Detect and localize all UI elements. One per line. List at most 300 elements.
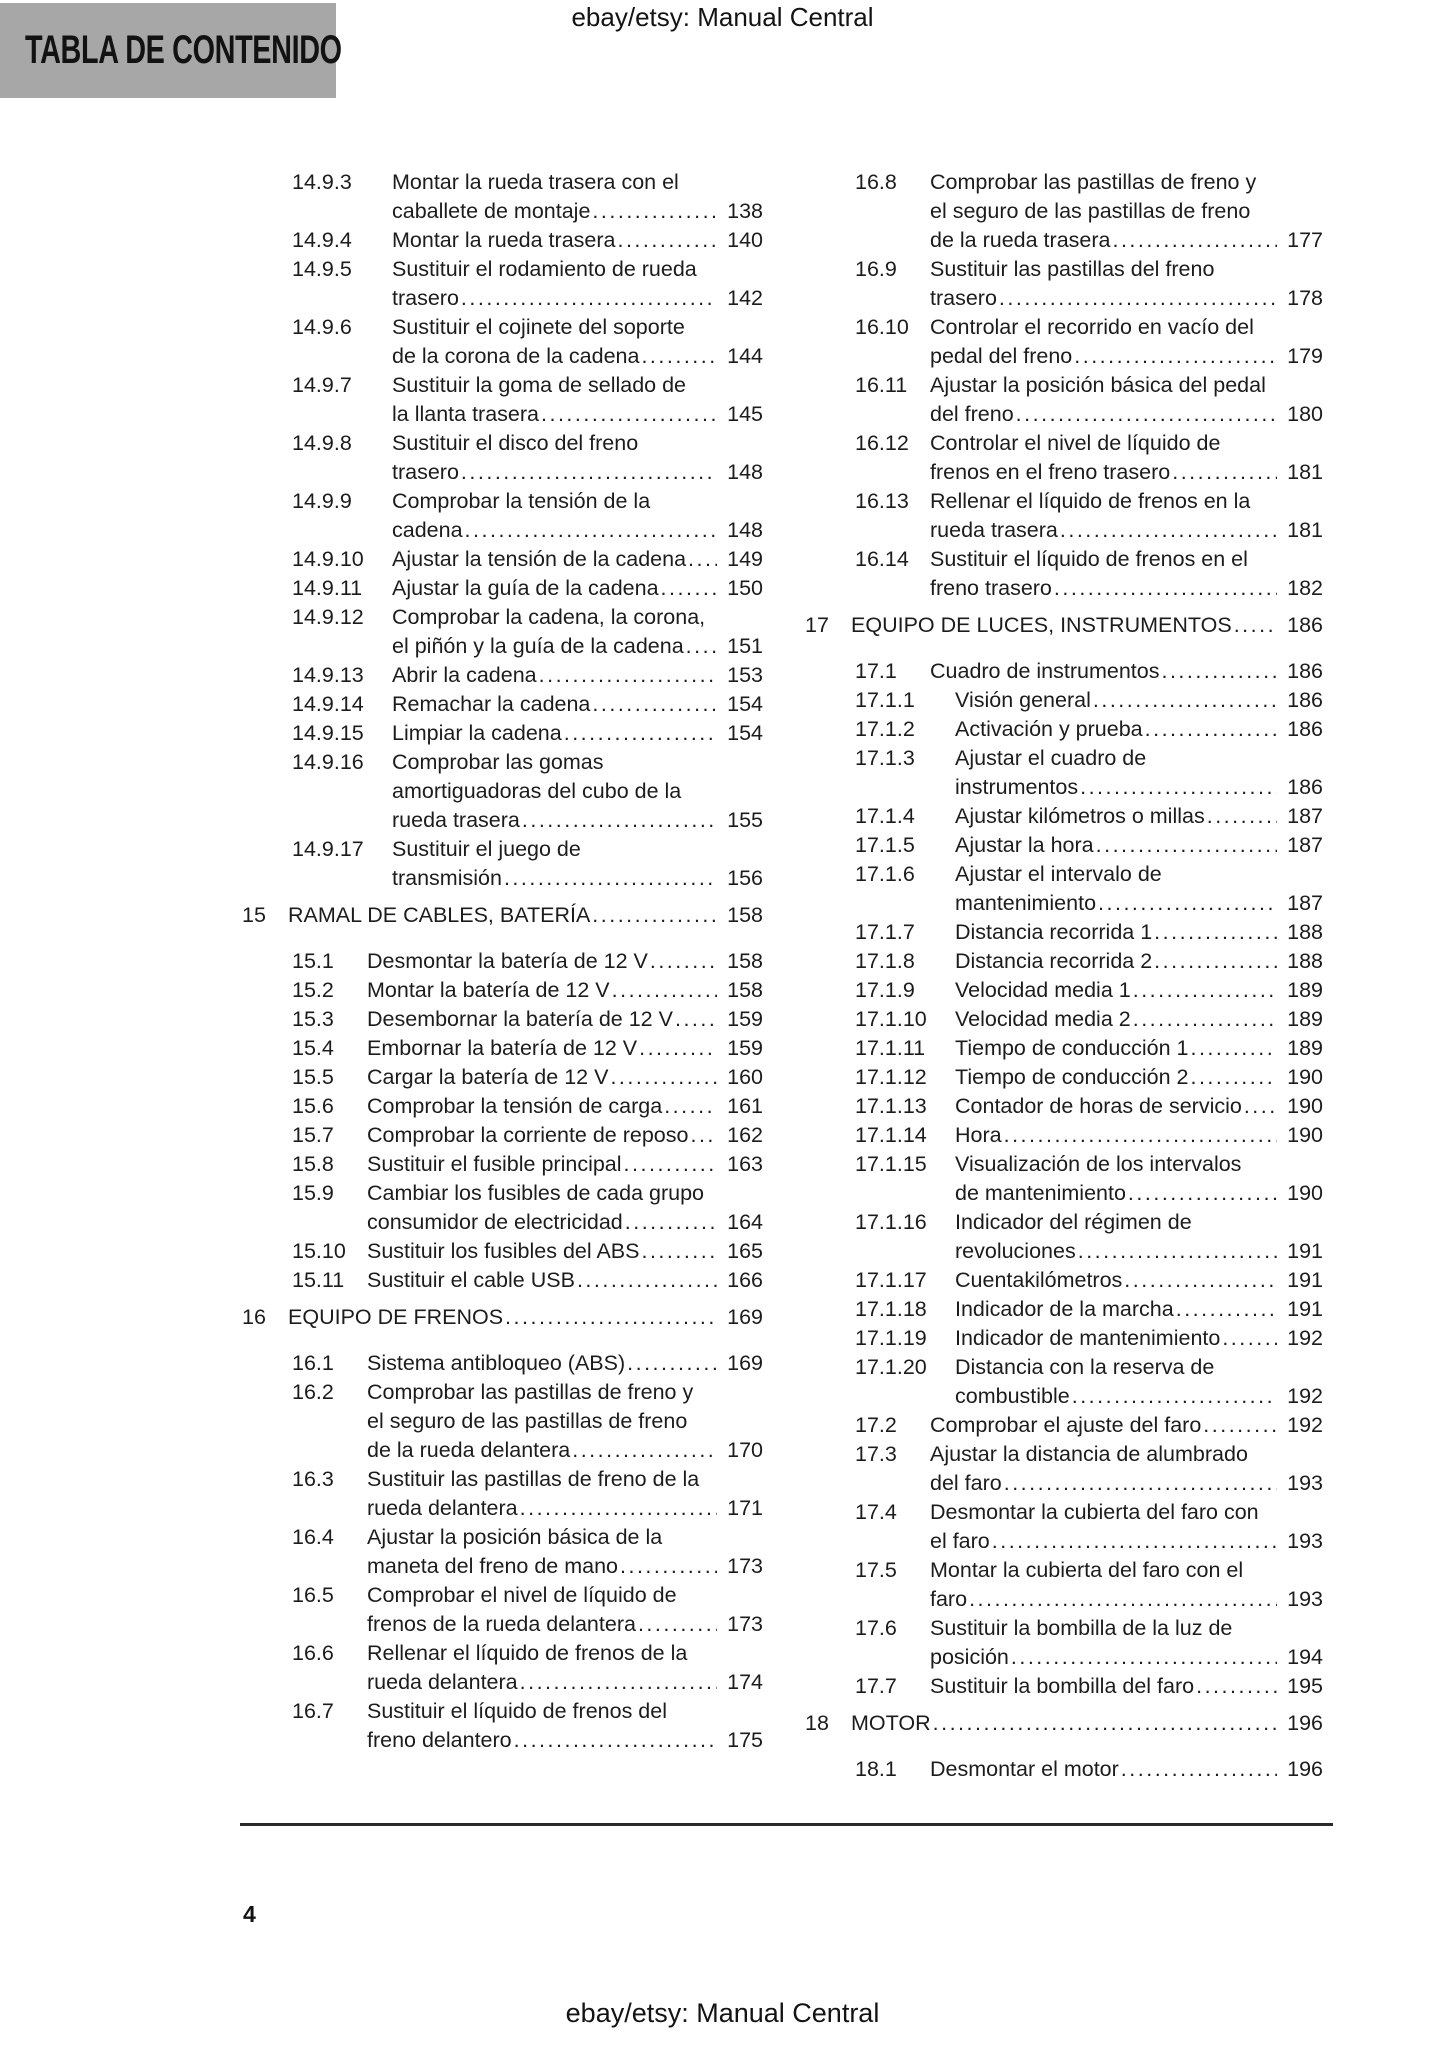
toc-entry-number: 15.8 bbox=[292, 1152, 334, 1176]
toc-entry-page: 148 bbox=[727, 460, 763, 484]
toc-entry bbox=[242, 1005, 763, 1034]
dot-leader bbox=[465, 516, 717, 545]
toc-entry-number: 17.1.8 bbox=[855, 949, 915, 973]
toc-entry-line bbox=[955, 860, 1323, 889]
toc-entry-page: 145 bbox=[727, 402, 763, 426]
footer-brand-text: ebay/etsy: Manual Central bbox=[565, 1998, 880, 2028]
toc-entry-page: 142 bbox=[727, 286, 763, 310]
toc-entry-line bbox=[930, 429, 1323, 458]
toc-entry bbox=[805, 860, 1323, 918]
toc-entry-line bbox=[392, 400, 763, 429]
toc-entry-body bbox=[392, 574, 763, 603]
dot-leader bbox=[1154, 947, 1277, 976]
toc-entry-page: 190 bbox=[1287, 1065, 1323, 1089]
toc-entry-number: 18.1 bbox=[855, 1757, 897, 1781]
dot-leader bbox=[1004, 1121, 1277, 1150]
toc-entry-number: 16.2 bbox=[292, 1380, 334, 1404]
toc-entry-body bbox=[392, 168, 763, 226]
toc-entry-body bbox=[392, 429, 763, 487]
toc-entry bbox=[242, 1349, 763, 1378]
dot-leader bbox=[539, 661, 717, 690]
toc-entry-label: Montar la cubierta del faro con el bbox=[930, 1558, 1244, 1582]
toc-entry-label: consumidor de electricidad bbox=[367, 1210, 623, 1234]
toc-entry-line bbox=[930, 1411, 1323, 1440]
toc-entry bbox=[242, 1063, 763, 1092]
toc-entry-body bbox=[392, 371, 763, 429]
toc-entry-page: 178 bbox=[1287, 286, 1323, 310]
dot-leader bbox=[1133, 1005, 1277, 1034]
toc-entry-label: Sustituir las pastillas del freno bbox=[930, 257, 1215, 281]
toc-entry bbox=[805, 1121, 1323, 1150]
toc-entry-label: Indicador de mantenimiento bbox=[955, 1326, 1221, 1350]
toc-entry-line bbox=[392, 255, 763, 284]
toc-entry-page: 154 bbox=[727, 721, 763, 745]
toc-entry-page: 155 bbox=[727, 808, 763, 832]
dot-leader bbox=[1121, 1755, 1277, 1784]
toc-entry-label: Comprobar las pastillas de freno y bbox=[930, 170, 1257, 194]
toc-entry-label: Comprobar la tensión de carga bbox=[367, 1094, 663, 1118]
toc-entry-label: Sustituir el líquido de frenos del bbox=[367, 1699, 667, 1723]
toc-entry-body bbox=[392, 719, 763, 748]
toc-entry-line bbox=[930, 400, 1323, 429]
toc-entry-page: 193 bbox=[1287, 1529, 1323, 1553]
toc-entry-line bbox=[392, 777, 763, 806]
toc-entry bbox=[242, 1092, 763, 1121]
toc-entry-number: 18 bbox=[805, 1711, 829, 1735]
toc-entry bbox=[805, 802, 1323, 831]
toc-entry-body bbox=[392, 603, 763, 661]
toc-entry-page: 190 bbox=[1287, 1123, 1323, 1147]
toc-entry bbox=[242, 255, 763, 313]
toc-entry bbox=[805, 1150, 1323, 1208]
toc-entry-body bbox=[955, 976, 1323, 1005]
toc-entry-page: 186 bbox=[1287, 775, 1323, 799]
toc-entry-label: pedal del freno bbox=[930, 344, 1073, 368]
toc-entry-number: 14.9.10 bbox=[292, 547, 364, 571]
toc-entry-label: el seguro de las pastillas de freno bbox=[930, 199, 1251, 223]
toc-entry-label: Sustituir la bombilla del faro bbox=[930, 1674, 1195, 1698]
footer-divider bbox=[240, 1823, 1333, 1826]
toc-entry-label: Comprobar las gomas bbox=[392, 750, 604, 774]
toc-entry-page: 163 bbox=[727, 1152, 763, 1176]
toc-entry-number: 17.2 bbox=[855, 1413, 897, 1437]
toc-entry-line bbox=[955, 715, 1323, 744]
toc-entry-label: Sustituir el disco del freno bbox=[392, 431, 639, 455]
toc-entry-page: 193 bbox=[1287, 1471, 1323, 1495]
toc-entry-line bbox=[367, 1063, 763, 1092]
toc-entry-body bbox=[392, 313, 763, 371]
toc-entry-body bbox=[367, 1237, 763, 1266]
toc-entry-line bbox=[392, 835, 763, 864]
toc-entry bbox=[805, 657, 1323, 686]
toc-entry-line bbox=[930, 1440, 1323, 1469]
toc-entry-label: Ajustar la tensión de la cadena bbox=[392, 547, 687, 571]
toc-entry bbox=[242, 1581, 763, 1639]
toc-entry-number: 17.6 bbox=[855, 1616, 897, 1640]
toc-entry-label: la llanta trasera bbox=[392, 402, 539, 426]
dot-leader bbox=[514, 1726, 717, 1755]
toc-entry-line bbox=[367, 1121, 763, 1150]
toc-entry-number: 17.1.4 bbox=[855, 804, 915, 828]
toc-entry-label: Sustituir el fusible principal bbox=[367, 1152, 622, 1176]
toc-entry-page: 192 bbox=[1287, 1384, 1323, 1408]
toc-entry-label: Sustituir la bombilla de la luz de bbox=[930, 1616, 1233, 1640]
toc-entry-body bbox=[367, 976, 763, 1005]
toc-entry-body bbox=[392, 226, 763, 255]
toc-entry-body bbox=[367, 1121, 763, 1150]
toc-entry bbox=[805, 744, 1323, 802]
toc-entry bbox=[242, 603, 763, 661]
toc-entry-label: de la corona de la cadena bbox=[392, 344, 640, 368]
toc-entry bbox=[805, 1440, 1323, 1498]
dot-leader bbox=[1244, 1092, 1277, 1121]
toc-entry-page: 177 bbox=[1287, 228, 1323, 252]
toc-entry-label: Comprobar el nivel de líquido de bbox=[367, 1583, 677, 1607]
toc-entry-number: 15.7 bbox=[292, 1123, 334, 1147]
toc-entry-line bbox=[392, 748, 763, 777]
toc-entry-line bbox=[367, 1610, 763, 1639]
dot-leader bbox=[625, 1208, 717, 1237]
toc-entry-body bbox=[955, 860, 1323, 918]
toc-entry-page: 193 bbox=[1287, 1587, 1323, 1611]
toc-entry bbox=[805, 1614, 1323, 1672]
toc-entry-label: Indicador del régimen de bbox=[955, 1210, 1192, 1234]
toc-entry-number: 16.4 bbox=[292, 1525, 334, 1549]
toc-entry-line bbox=[367, 1005, 763, 1034]
toc-entry bbox=[242, 226, 763, 255]
dot-leader bbox=[1133, 976, 1277, 1005]
toc-entry-page: 186 bbox=[1287, 659, 1323, 683]
toc-entry-body bbox=[367, 1179, 763, 1237]
toc-entry-line bbox=[392, 603, 763, 632]
dot-leader bbox=[592, 901, 717, 930]
toc-entry-line bbox=[955, 802, 1323, 831]
toc-entry-label: Sustituir los fusibles del ABS bbox=[367, 1239, 640, 1263]
toc-column-left bbox=[242, 168, 763, 1755]
dot-leader bbox=[1196, 1672, 1277, 1701]
toc-entry-label: transmisión bbox=[392, 866, 502, 890]
toc-entry-page: 150 bbox=[727, 576, 763, 600]
toc-entry bbox=[805, 255, 1323, 313]
toc-entry-number: 17.1.10 bbox=[855, 1007, 927, 1031]
toc-entry bbox=[242, 1639, 763, 1697]
toc-entry-body bbox=[392, 690, 763, 719]
toc-entry-number: 17.1.17 bbox=[855, 1268, 927, 1292]
dot-leader bbox=[641, 342, 717, 371]
toc-entry-body bbox=[367, 1063, 763, 1092]
toc-entry-line bbox=[955, 1092, 1323, 1121]
toc-entry-label: rueda trasera bbox=[930, 518, 1058, 542]
toc-entry-line bbox=[930, 458, 1323, 487]
toc-entry-number: 17.1.11 bbox=[855, 1036, 926, 1060]
toc-entry-line bbox=[288, 1303, 763, 1332]
toc-entry-label: Comprobar la cadena, la corona, bbox=[392, 605, 706, 629]
toc-entry-label: trasero bbox=[392, 286, 459, 310]
toc-entry-page: 189 bbox=[1287, 1007, 1323, 1031]
toc-entry-body bbox=[367, 1581, 763, 1639]
toc-entry-body bbox=[955, 1295, 1323, 1324]
toc-entry-line bbox=[367, 1150, 763, 1179]
toc-entry-label: Abrir la cadena bbox=[392, 663, 537, 687]
toc-entry-page: 169 bbox=[727, 1305, 763, 1329]
toc-entry-label: Hora bbox=[955, 1123, 1002, 1147]
toc-entry-label: de la rueda trasera bbox=[930, 228, 1111, 252]
toc-entry-number: 16.6 bbox=[292, 1641, 334, 1665]
toc-entry-number: 17.1.9 bbox=[855, 978, 915, 1002]
dot-leader bbox=[1128, 1179, 1277, 1208]
toc-entry-number: 15.10 bbox=[292, 1239, 346, 1263]
toc-entry-line bbox=[930, 574, 1323, 603]
toc-entry-page: 162 bbox=[727, 1123, 763, 1147]
toc-entry bbox=[805, 1556, 1323, 1614]
dot-leader bbox=[1112, 226, 1277, 255]
toc-entry-page: 153 bbox=[727, 663, 763, 687]
toc-entry-label: revoluciones bbox=[955, 1239, 1076, 1263]
toc-entry-label: faro bbox=[930, 1587, 968, 1611]
toc-entry-page: 188 bbox=[1287, 949, 1323, 973]
toc-entry-line bbox=[930, 1643, 1323, 1672]
toc-entry-body bbox=[392, 487, 763, 545]
toc-entry-label: Indicador de la marcha bbox=[955, 1297, 1174, 1321]
toc-entry-line bbox=[392, 516, 763, 545]
toc-entry-number: 16.12 bbox=[855, 431, 909, 455]
toc-entry-line bbox=[392, 313, 763, 342]
toc-entry-line bbox=[955, 1237, 1323, 1266]
toc-entry-number: 16.9 bbox=[855, 257, 897, 281]
toc-entry-number: 17.1.12 bbox=[855, 1065, 927, 1089]
toc-entry-body bbox=[367, 1005, 763, 1034]
toc-entry-number: 14.9.15 bbox=[292, 721, 364, 745]
toc-entry-label: Cambiar los fusibles de cada grupo bbox=[367, 1181, 705, 1205]
toc-entry bbox=[242, 1266, 763, 1295]
toc-entry bbox=[805, 1092, 1323, 1121]
toc-entry-label: rueda delantera bbox=[367, 1670, 518, 1694]
toc-entry-label: Velocidad media 1 bbox=[955, 978, 1131, 1002]
toc-entry-line bbox=[930, 342, 1323, 371]
toc-entry-page: 192 bbox=[1287, 1326, 1323, 1350]
toc-entry-line bbox=[955, 1005, 1323, 1034]
toc-entry-line bbox=[955, 1295, 1323, 1324]
toc-entry-body bbox=[930, 657, 1323, 686]
toc-entry-line bbox=[955, 1382, 1323, 1411]
toc-entry-line bbox=[392, 168, 763, 197]
toc-entry-page: 196 bbox=[1287, 1711, 1323, 1735]
toc-entry-number: 17 bbox=[805, 613, 829, 637]
toc-entry-line bbox=[930, 1672, 1323, 1701]
toc-entry-label: RAMAL DE CABLES, BATERÍA bbox=[288, 903, 591, 927]
toc-entry bbox=[242, 1150, 763, 1179]
toc-entry-page: 187 bbox=[1287, 804, 1323, 828]
toc-entry-label: rueda delantera bbox=[367, 1496, 518, 1520]
toc-entry-number: 17.1 bbox=[855, 659, 897, 683]
toc-entry-line bbox=[367, 1668, 763, 1697]
toc-entry-label: Ajustar el intervalo de bbox=[955, 862, 1162, 886]
toc-entry-page: 173 bbox=[727, 1612, 763, 1636]
toc-entry-line bbox=[367, 1639, 763, 1668]
toc-entry-number: 14.9.16 bbox=[292, 750, 364, 774]
toc-entry-label: Remachar la cadena bbox=[392, 692, 591, 716]
toc-entry-page: 195 bbox=[1287, 1674, 1323, 1698]
toc-entry-line bbox=[392, 545, 763, 574]
toc-entry-body bbox=[367, 1266, 763, 1295]
toc-entry-number: 14.9.17 bbox=[292, 837, 364, 861]
toc-entry-label: freno delantero bbox=[367, 1728, 512, 1752]
dot-leader bbox=[1096, 831, 1277, 860]
toc-entry-body bbox=[930, 1672, 1323, 1701]
dot-leader bbox=[999, 284, 1277, 313]
toc-entry-label: Cuadro de instrumentos bbox=[930, 659, 1160, 683]
toc-entry bbox=[242, 371, 763, 429]
toc-entry-line bbox=[955, 889, 1323, 918]
dot-leader bbox=[1098, 889, 1277, 918]
toc-entry-number: 15.6 bbox=[292, 1094, 334, 1118]
toc-entry-line bbox=[955, 1150, 1323, 1179]
toc-entry-label: mantenimiento bbox=[955, 891, 1097, 915]
toc-entry-body bbox=[367, 1523, 763, 1581]
toc-entry-number: 17.1.1 bbox=[855, 688, 915, 712]
dot-leader bbox=[1222, 1324, 1277, 1353]
toc-entry-body bbox=[930, 1755, 1323, 1784]
toc-entry-line bbox=[367, 1726, 763, 1755]
toc-entry-line bbox=[955, 1179, 1323, 1208]
toc-entry-line bbox=[930, 168, 1323, 197]
toc-entry-body bbox=[367, 1378, 763, 1465]
toc-entry-line bbox=[955, 1063, 1323, 1092]
toc-entry-body bbox=[955, 1121, 1323, 1150]
toc-entry-label: Desmontar la batería de 12 V bbox=[367, 949, 648, 973]
toc-entry bbox=[805, 545, 1323, 603]
toc-entry-body bbox=[851, 611, 1323, 640]
toc-entry-line bbox=[930, 487, 1323, 516]
toc-entry-line bbox=[930, 255, 1323, 284]
toc-entry-label: posición bbox=[930, 1645, 1009, 1669]
toc-entry-page: 186 bbox=[1287, 613, 1323, 637]
dot-leader bbox=[1154, 918, 1277, 947]
toc-entry bbox=[242, 545, 763, 574]
dot-leader bbox=[522, 806, 717, 835]
toc-entry-line bbox=[930, 1556, 1323, 1585]
toc-entry-number: 16.8 bbox=[855, 170, 897, 194]
toc-entry-page: 179 bbox=[1287, 344, 1323, 368]
toc-entry-body bbox=[955, 1150, 1323, 1208]
toc-entry-line bbox=[367, 1697, 763, 1726]
toc-entry bbox=[242, 748, 763, 835]
toc-entry-body bbox=[930, 429, 1323, 487]
toc-entry-body bbox=[955, 802, 1323, 831]
toc-entry-label: Sustituir el cable USB bbox=[367, 1268, 575, 1292]
toc-entry-number: 14.9.11 bbox=[292, 576, 363, 600]
toc-entry-label: maneta del freno de mano bbox=[367, 1554, 618, 1578]
toc-entry-line bbox=[367, 1523, 763, 1552]
toc-entry-number: 16.11 bbox=[855, 373, 908, 397]
toc-entry-page: 174 bbox=[727, 1670, 763, 1694]
dot-leader bbox=[1207, 802, 1277, 831]
toc-entry-page: 187 bbox=[1287, 891, 1323, 915]
toc-entry bbox=[805, 487, 1323, 545]
toc-entry-line bbox=[955, 1353, 1323, 1382]
toc-entry-label: Ajustar la posición básica de la bbox=[367, 1525, 663, 1549]
toc-entry-line bbox=[367, 1179, 763, 1208]
toc-entry bbox=[805, 1411, 1323, 1440]
toc-entry-body bbox=[367, 1697, 763, 1755]
toc-entry-line bbox=[955, 1266, 1323, 1295]
toc-entry-number: 17.1.14 bbox=[855, 1123, 927, 1147]
dot-leader bbox=[1124, 1266, 1277, 1295]
toc-entry-line bbox=[955, 1034, 1323, 1063]
toc-entry-label: del freno bbox=[930, 402, 1014, 426]
toc-entry-body bbox=[288, 1303, 763, 1332]
dot-leader bbox=[520, 1668, 717, 1697]
toc-entry-line bbox=[930, 1527, 1323, 1556]
toc-entry-label: el piñón y la guía de la cadena bbox=[392, 634, 684, 658]
toc-entry bbox=[805, 1295, 1323, 1324]
dot-leader bbox=[1078, 1237, 1277, 1266]
toc-entry-body bbox=[955, 715, 1323, 744]
toc-entry bbox=[242, 835, 763, 893]
dot-leader bbox=[592, 197, 717, 226]
dot-leader bbox=[1016, 400, 1277, 429]
dot-leader bbox=[675, 1005, 717, 1034]
toc-entry-page: 164 bbox=[727, 1210, 763, 1234]
toc-entry-label: Sustituir el líquido de frenos en el bbox=[930, 547, 1248, 571]
dot-leader bbox=[690, 1121, 717, 1150]
toc-entry-page: 166 bbox=[727, 1268, 763, 1292]
toc-entry-body bbox=[930, 487, 1323, 545]
toc-entry-label: Desembornar la batería de 12 V bbox=[367, 1007, 673, 1031]
toc-entry-label: Visualización de los intervalos bbox=[955, 1152, 1242, 1176]
toc-entry bbox=[242, 1237, 763, 1266]
toc-entry bbox=[805, 1672, 1323, 1701]
toc-entry-label: Desmontar la cubierta del faro con bbox=[930, 1500, 1259, 1524]
toc-entry-line bbox=[955, 773, 1323, 802]
toc-entry bbox=[242, 168, 763, 226]
toc-entry-page: 159 bbox=[727, 1036, 763, 1060]
dot-leader bbox=[688, 545, 717, 574]
toc-entry-label: Comprobar la tensión de la bbox=[392, 489, 651, 513]
toc-entry-label: Sustituir el juego de bbox=[392, 837, 581, 861]
toc-entry-label: Tiempo de conducción 2 bbox=[955, 1065, 1189, 1089]
toc-entry-page: 194 bbox=[1287, 1645, 1323, 1669]
toc-entry-page: 169 bbox=[727, 1351, 763, 1375]
toc-entry bbox=[805, 1034, 1323, 1063]
toc-entry-line bbox=[930, 545, 1323, 574]
toc-entry-label: Ajustar el cuadro de bbox=[955, 746, 1147, 770]
toc-entry-label: combustible bbox=[955, 1384, 1070, 1408]
toc-entry-label: Distancia con la reserva de bbox=[955, 1355, 1215, 1379]
toc-entry-page: 140 bbox=[727, 228, 763, 252]
toc-entry bbox=[805, 429, 1323, 487]
dot-leader bbox=[564, 719, 717, 748]
toc-entry-number: 17.1.16 bbox=[855, 1210, 927, 1234]
toc-entry-number: 15.11 bbox=[292, 1268, 345, 1292]
toc-entry-page: 175 bbox=[727, 1728, 763, 1752]
toc-entry-label: cadena bbox=[392, 518, 463, 542]
dot-leader bbox=[617, 226, 717, 255]
toc-entry-number: 17.7 bbox=[855, 1674, 897, 1698]
toc-entry-line bbox=[367, 1349, 763, 1378]
toc-entry-line bbox=[930, 226, 1323, 255]
toc-entry bbox=[242, 487, 763, 545]
toc-entry-number: 17.1.19 bbox=[855, 1326, 927, 1350]
dot-leader bbox=[520, 1494, 717, 1523]
toc-entry-body bbox=[392, 661, 763, 690]
toc-entry-number: 16 bbox=[242, 1305, 266, 1329]
dot-leader bbox=[505, 1303, 717, 1332]
toc-entry-line bbox=[392, 661, 763, 690]
toc-entry-line bbox=[392, 284, 763, 313]
toc-section bbox=[242, 1303, 763, 1332]
toc-entry-label: EQUIPO DE FRENOS bbox=[288, 1305, 504, 1329]
